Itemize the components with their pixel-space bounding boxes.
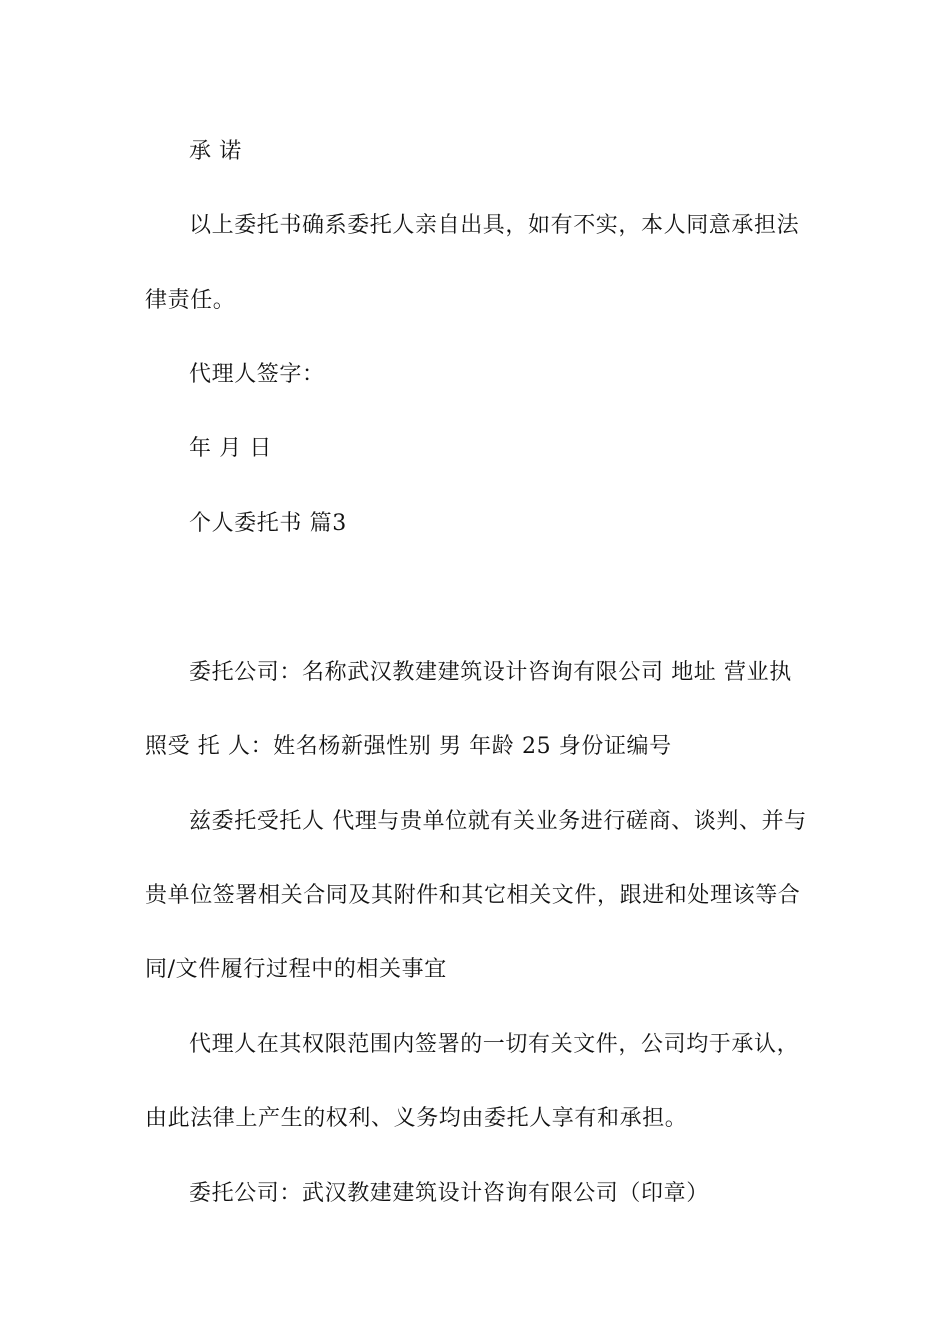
date-line: 年 月 日 [189, 436, 272, 461]
paragraph-line: 委托公司：名称武汉教建建筑设计咨询有限公司 地址 营业执 [189, 660, 792, 685]
paragraph-line: 兹委托受托人 代理与贵单位就有关业务进行磋商、谈判、并与 [189, 809, 807, 834]
heading-commitment: 承 诺 [189, 139, 242, 164]
paragraph-line: 以上委托书确系委托人亲自出具，如有不实，本人同意承担法 [189, 213, 800, 238]
paragraph-line: 照受 托 人：姓名杨新强性别 男 年龄 25 身份证编号 [145, 734, 672, 759]
paragraph-line: 律责任。 [145, 288, 236, 313]
paragraph-line: 代理人在其权限范围内签署的一切有关文件，公司均于承认， [189, 1032, 800, 1057]
agent-signature-label: 代理人签字： [189, 362, 325, 387]
paragraph-line: 同/文件履行过程中的相关事宜 [145, 957, 447, 982]
company-seal-line: 委托公司：武汉教建建筑设计咨询有限公司（印章） [189, 1181, 709, 1206]
section-title: 个人委托书 篇3 [189, 511, 347, 536]
paragraph-line: 贵单位签署相关合同及其附件和其它相关文件，跟进和处理该等合 [145, 883, 801, 908]
paragraph-line: 由此法律上产生的权利、义务均由委托人享有和承担。 [145, 1106, 688, 1131]
